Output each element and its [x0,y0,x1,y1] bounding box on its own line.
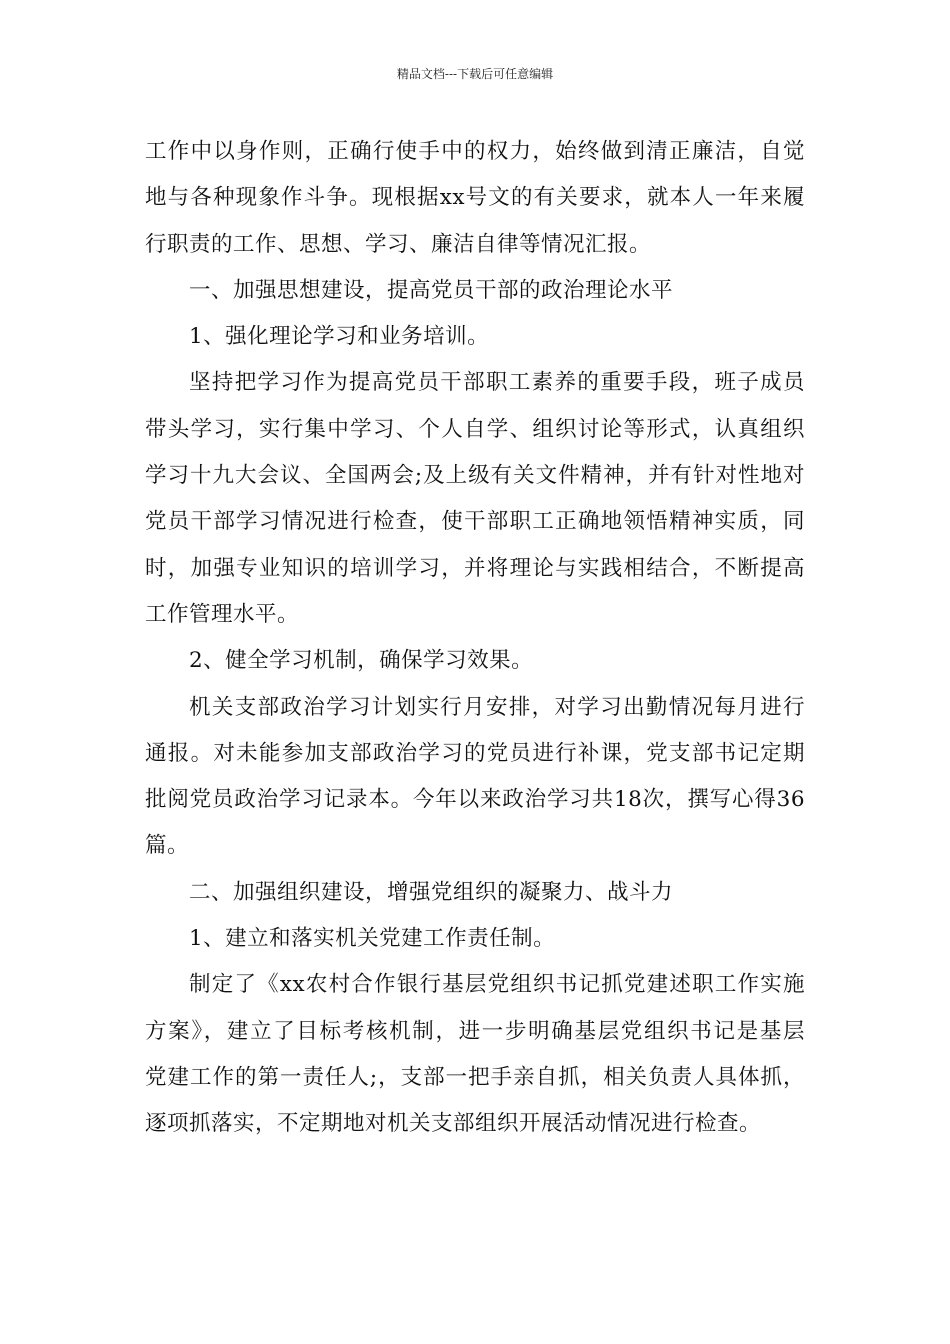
body-line: 逐项抓落实，不定期地对机关支部组织开展活动情况进行检查。 [145,1111,762,1137]
body-line: 工作中以身作则，正确行使手中的权力，始终做到清正廉洁，自觉 [145,139,805,164]
body-line: 方案》，建立了目标考核机制，进一步明确基层党组织书记是基层 [145,1018,805,1044]
body-line: 学习十九大会议、全国两会;及上级有关文件精神，并有针对性地对 [145,463,805,489]
body-line: 行职责的工作、思想、学习、廉洁自律等情况汇报。 [145,231,652,257]
section-heading: 二、加强组织建设，增强党组织的凝聚力、战斗力 [189,879,674,905]
body-line: 制定了《xx农村合作银行基层党组织书记抓党建述职工作实施 [189,972,805,998]
body-line: 党建工作的第一责任人;，支部一把手亲自抓，相关负责人具体抓， [145,1064,805,1090]
body-line: 时，加强专业知识的培训学习，并将理论与实践相结合，不断提高 [145,555,805,581]
body-line: 通报。对未能参加支部政治学习的党员进行补课，党支部书记定期 [145,740,805,766]
body-line: 篇。 [145,833,190,859]
body-line: 坚持把学习作为提高党员干部职工素养的重要手段，班子成员 [189,370,805,396]
body-line: 党员干部学习情况进行检查，使干部职工正确地领悟精神实质，同 [145,509,805,535]
subsection-heading: 2、健全学习机制，确保学习效果。 [189,648,534,674]
subsection-heading: 1、建立和落实机关党建工作责任制。 [189,926,556,952]
body-line: 机关支部政治学习计划实行月安排，对学习出勤情况每月进行 [189,694,805,720]
body-line: 批阅党员政治学习记录本。今年以来政治学习共18次，撰写心得36 [145,787,805,813]
body-line: 带头学习，实行集中学习、个人自学、组织讨论等形式，认真组织 [145,416,805,442]
section-heading: 一、加强思想建设，提高党员干部的政治理论水平 [189,277,674,303]
body-line: 工作管理水平。 [145,601,300,627]
subsection-heading: 1、强化理论学习和业务培训。 [189,324,490,350]
page-header: 精品文档---下载后可任意编辑 [396,67,554,81]
body-line: 地与各种现象作斗争。现根据xx号文的有关要求，就本人一年来履 [145,185,805,211]
document-body [145,129,805,1148]
